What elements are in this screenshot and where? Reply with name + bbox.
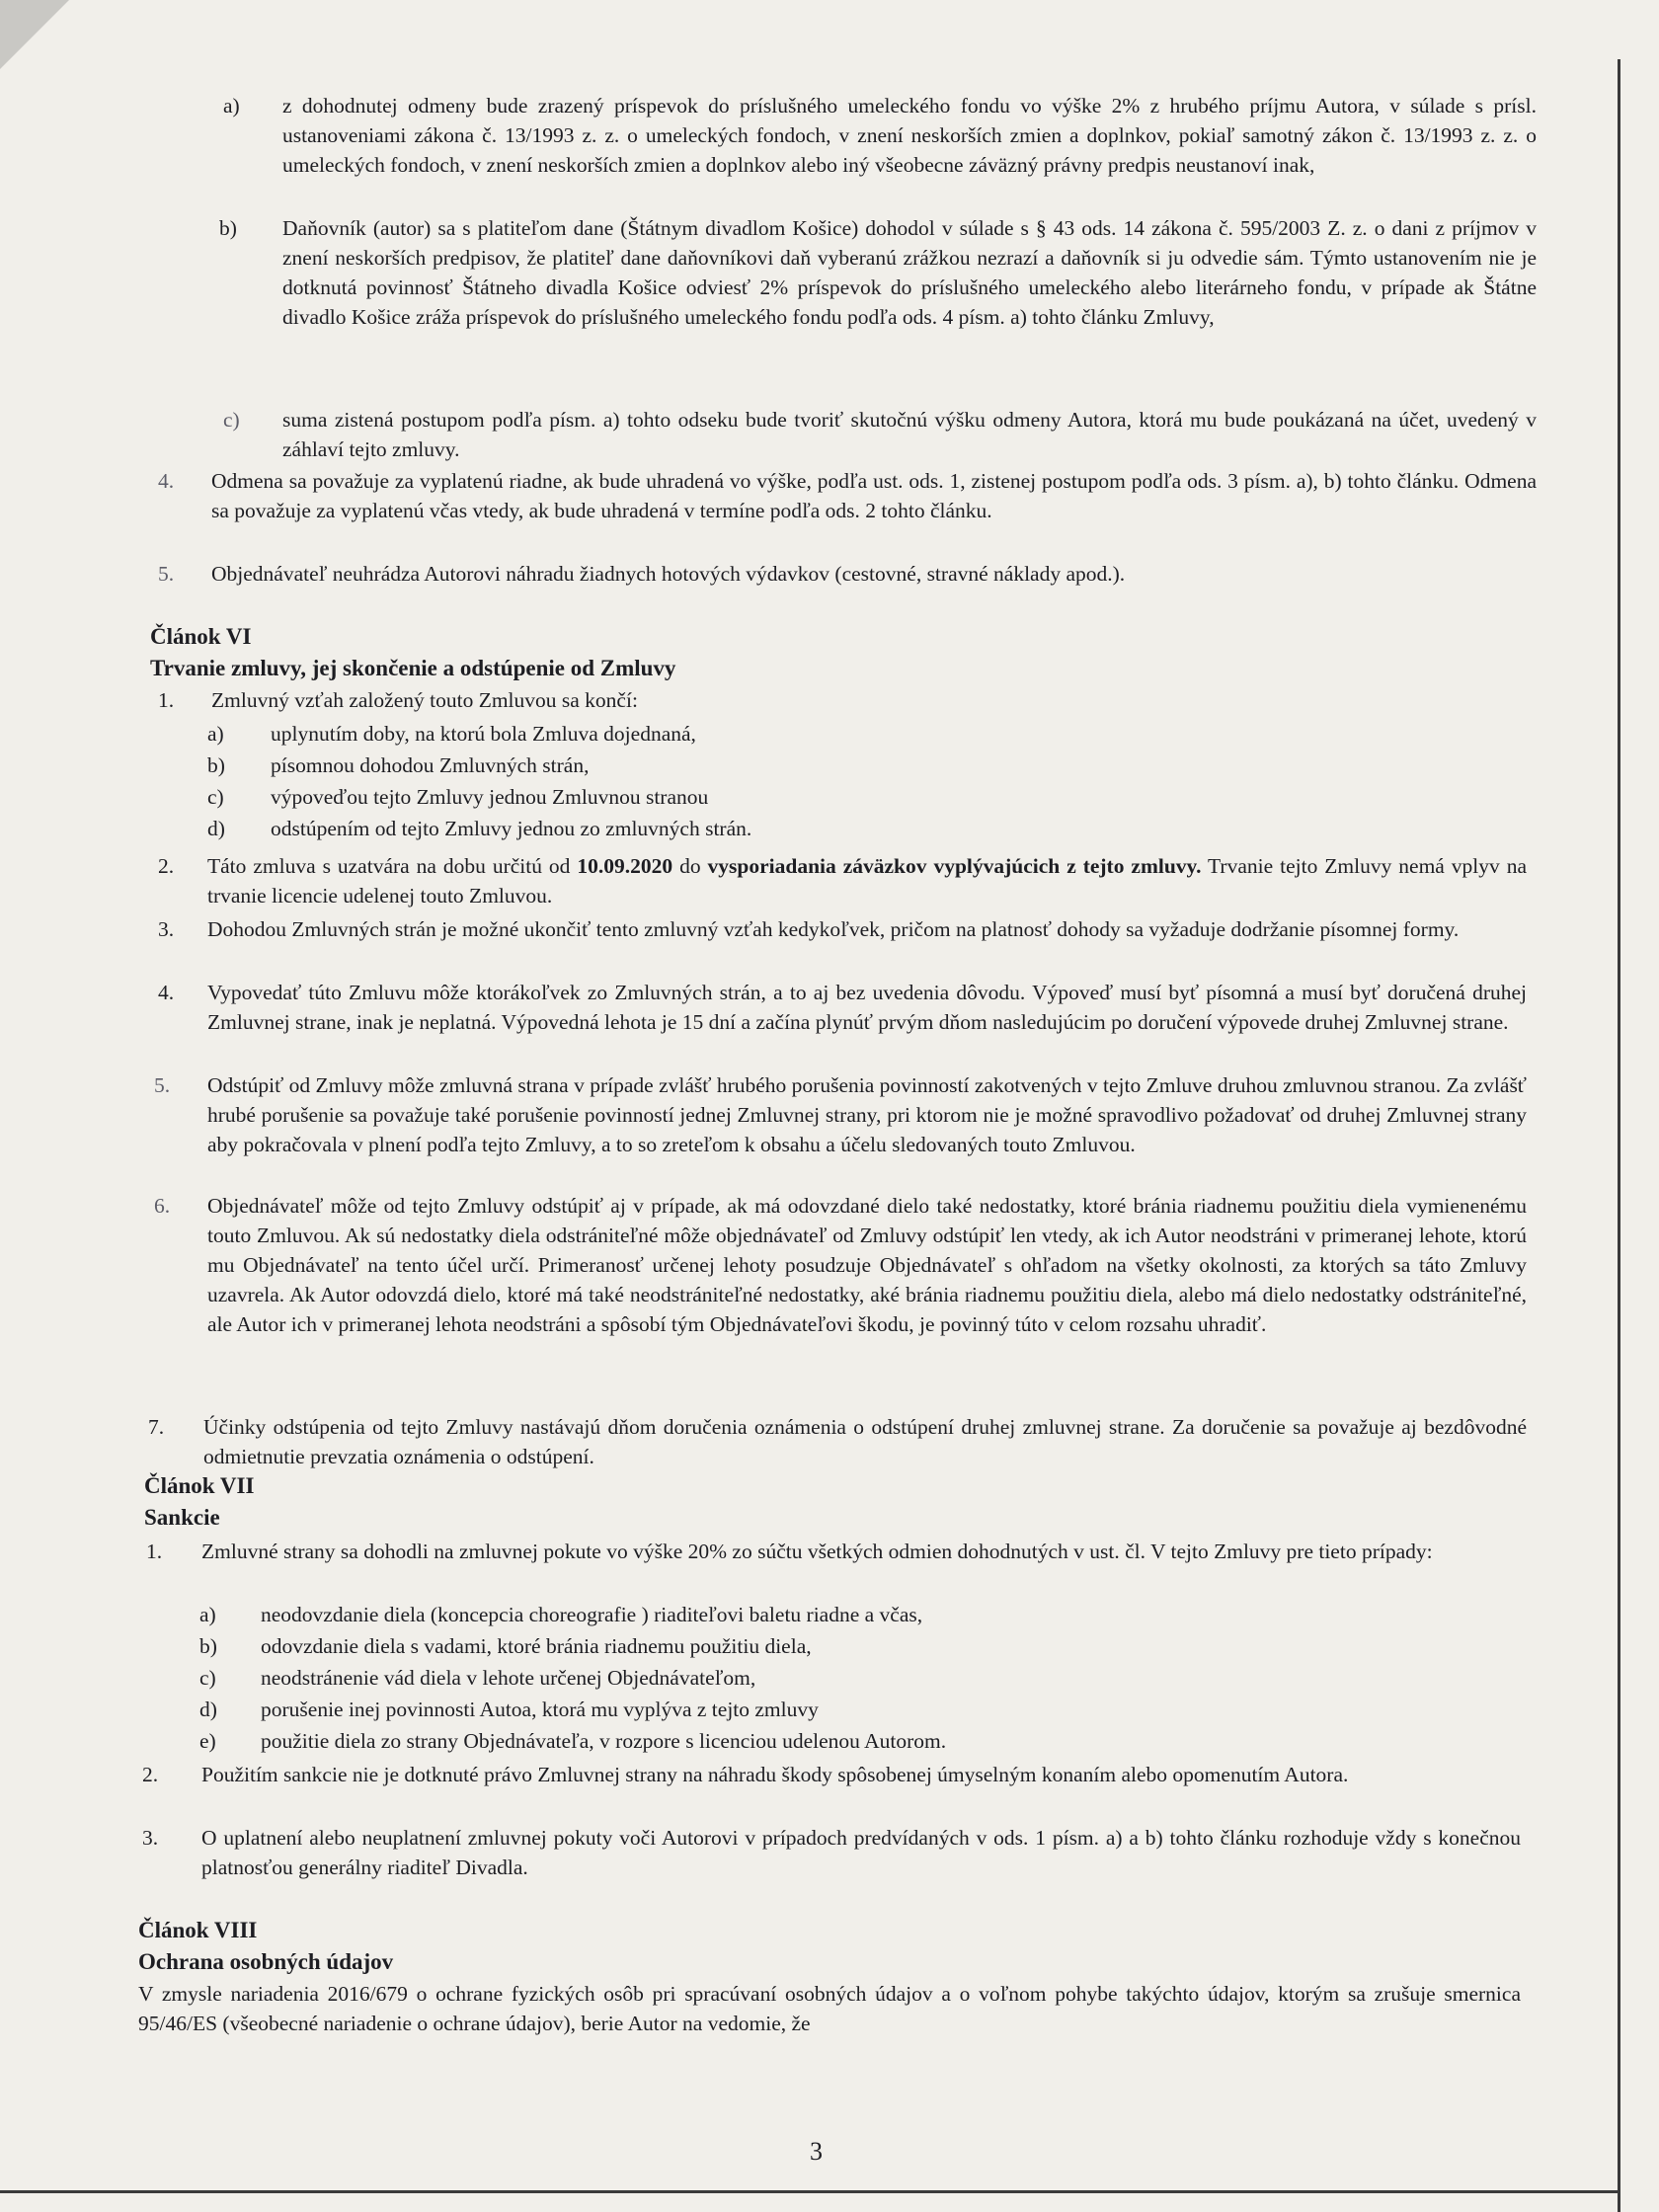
text-run: do	[672, 854, 708, 878]
item-text: neodstránenie vád diela v lehote určenej Objednávateľom,	[261, 1666, 756, 1690]
item-label: 5.	[158, 562, 175, 586]
article-heading: Článok VII	[144, 1473, 255, 1498]
item-label: b)	[199, 1634, 217, 1658]
item-text: neodovzdanie diela (koncepcia choreografie ) riaditeľovi baletu riadne a včas,	[261, 1603, 923, 1626]
item-text: Vypovedať túto Zmluvu môže ktorákoľvek zo Zmluvných strán, a to aj bez uvedenia dôvodu. Výpoveď musí byť písomná a musí byť doručená druhej Zmluvnej strane, inak je neplatná. Výpovedná lehota je 15 dní a začína plynúť prvým dňom nasledujúcim po doručení výpovede druhej Zmluvnej strane.	[207, 981, 1527, 1034]
item-label: 1.	[158, 688, 175, 712]
item-label: a)	[207, 722, 224, 746]
item-text: Zmluvný vzťah založený touto Zmluvou sa končí:	[211, 688, 638, 712]
item-text: použitie diela zo strany Objednávateľa, v rozpore s licenciou udelenou Autorom.	[261, 1729, 947, 1753]
item-text: výpoveďou tejto Zmluvy jednou Zmluvnou stranou	[271, 785, 709, 809]
item-label: 4.	[158, 981, 175, 1004]
item-label: c)	[199, 1666, 216, 1690]
item-label: 4.	[158, 469, 175, 493]
item-label: 3.	[158, 917, 175, 941]
item-label: d)	[199, 1698, 217, 1721]
item-label: c)	[207, 785, 224, 809]
item-text: Objednávateľ neuhrádza Autorovi náhradu žiadnych hotových výdavkov (cestovné, stravné náklady apod.).	[211, 562, 1126, 586]
item-text: Použitím sankcie nie je dotknuté právo Zmluvnej strany na náhradu škody spôsobenej úmyselným konaním alebo opomenutím Autora.	[201, 1763, 1349, 1786]
item-text: Zmluvné strany sa dohodli na zmluvnej pokute vo výške 20% zo súčtu všetkých odmien dohodnutých v ust. čl. V tejto Zmluvy pre tieto prípady:	[201, 1540, 1433, 1563]
item-label: b)	[219, 216, 237, 240]
item-text: z dohodnutej odmeny bude zrazený príspevok do príslušného umeleckého fondu vo výške 2% z hrubého príjmu Autora, v súlade s prísl. ustanoveniami zákona č. 13/1993 z. z. o umeleckých fondoch, v znení neskorších zmien a doplnkov, pokiaľ samotný zákon č. 13/1993 z. z. o umeleckých fondoch, v znení neskorších zmien a doplnkov alebo iný všeobecne záväzný právny predpis neustanoví inak,	[282, 94, 1537, 177]
item-text: Odstúpiť od Zmluvy môže zmluvná strana v prípade zvlášť hrubého porušenia povinností zakotvených v tejto Zmluve druhou zmluvnou stranou. Za zvlášť hrubé porušenie sa považuje také porušenie povinností jednej Zmluvnej strany, pri ktorom nie je možné spravodlivo požadovať od druhej Zmluvnej strany aby pokračovala v plnení podľa tejto Zmluvy, a to so zreteľom k obsahu a účelu sledovaných touto Zmluvou.	[207, 1073, 1527, 1156]
item-text: Odmena sa považuje za vyplatenú riadne, ak bude uhradená vo výške, podľa ust. ods. 1, zistenej postupom podľa ods. 3 písm. a), b) tohto článku. Odmena sa považuje za vyplatenú včas vtedy, ak bude uhradená v termíne podľa ods. 2 tohto článku.	[211, 469, 1537, 522]
item-text: Daňovník (autor) sa s platiteľom dane (Štátnym divadlom Košice) dohodol v súlade s § 43 ods. 14 zákona č. 595/2003 Z. z. o dani z príjmov v znení neskorších predpisov, že platiteľ dane daňovníkovi daň vyberanú zrážkou nezrazí a daňovník si ju odvedie sám. Týmto ustanovením nie je dotknutá povinnosť Štátneho divadla Košice odviesť 2% príspevok do príslušného umeleckého alebo literárneho fondu, v prípade ak Štátne divadlo Košice zráža príspevok do príslušného umeleckého fondu podľa ods. 4 písm. a) tohto článku Zmluvy,	[282, 216, 1537, 329]
paragraph: V zmysle nariadenia 2016/679 o ochrane fyzických osôb pri spracúvaní osobných údajov a o voľnom pohybe takýchto údajov, ktorým sa zrušuje smernica 95/46/ES (všeobecné nariadenie o ochrane údajov), berie Autor na vedomie, že	[138, 1982, 1521, 2035]
text-run: Trvanie tejto Zmluvy nemá vplyv na trvanie licencie udelenej touto Zmluvou.	[207, 854, 1528, 908]
item-label: a)	[199, 1603, 216, 1626]
item-label: 5.	[154, 1073, 171, 1097]
item-label: d)	[207, 817, 225, 840]
article-heading: Článok VI	[150, 624, 252, 649]
item-label: 7.	[148, 1415, 165, 1439]
item-text: porušenie inej povinnosti Autoa, ktorá mu vyplýva z tejto zmluvy	[261, 1698, 819, 1721]
item-label: 2.	[142, 1763, 159, 1786]
article-title: Ochrana osobných údajov	[138, 1949, 394, 1974]
start-date: 10.09.2020	[577, 854, 673, 878]
item-text: písomnou dohodou Zmluvných strán,	[271, 753, 590, 777]
item-text: odstúpením od tejto Zmluvy jednou zo zmluvných strán.	[271, 817, 752, 840]
item-label: a)	[223, 94, 240, 118]
item-text: suma zistená postupom podľa písm. a) tohto odseku bude tvoriť skutočnú výšku odmeny Autora, ktorá mu bude poukázaná na účet, uvedený v záhlaví tejto zmluvy.	[282, 408, 1537, 461]
item-label: 3.	[142, 1826, 159, 1850]
item-label: b)	[207, 753, 225, 777]
item-text	[207, 851, 1527, 910]
article-title: Trvanie zmluvy, jej skončenie a odstúpenie od Zmluvy	[150, 656, 676, 680]
article-title: Sankcie	[144, 1505, 220, 1530]
item-text: Dohodou Zmluvných strán je možné ukončiť tento zmluvný vzťah kedykoľvek, pričom na platnosť dohody sa vyžaduje dodržanie písomnej formy.	[207, 917, 1460, 941]
text-run: Táto zmluva s uzatvára na dobu určitú od	[207, 854, 578, 878]
item-label: c)	[223, 408, 240, 432]
item-text: Účinky odstúpenia od tejto Zmluvy nastávajú dňom doručenia oznámenia o odstúpení druhej zmluvnej strane. Za doručenie sa považuje aj bezdôvodné odmietnutie prevzatia oznámenia o odstúpení.	[203, 1415, 1527, 1468]
item-text: uplynutím doby, na ktorú bola Zmluva dojednaná,	[271, 722, 696, 746]
item-text: O uplatnení alebo neuplatnení zmluvnej pokuty voči Autorovi v prípadoch predvídaných v ods. 1 písm. a) a b) tohto článku rozhoduje vždy s konečnou platnosťou generálny riaditeľ Divadla.	[201, 1826, 1521, 1879]
term-bold: vysporiadania záväzkov vyplývajúcich z tejto zmluvy.	[707, 854, 1202, 878]
item-label: 1.	[146, 1540, 163, 1563]
page-number: 3	[810, 2137, 823, 2166]
item-text: Objednávateľ môže od tejto Zmluvy odstúpiť aj v prípade, ak má odovzdané dielo také nedostatky, ktoré bránia riadnemu použitiu diela vymienenému touto Zmluvou. Ak sú nedostatky diela odstrániteľné môže objednávateľ od Zmluvy odstúpiť len vtedy, ak ich Autor neodstráni v primeranej lehote, ktorú mu Objednávateľ na tento účel určí. Primeranosť určenej lehoty posudzuje Objednávateľ s ohľadom na všetky okolnosti, za ktorých sa táto Zmluvy uzavrela. Ak Autor odovzdá dielo, ktoré má také neodstrániteľné nedostatky, aké bránia riadnemu použitiu diela, alebo má dielo nedostatky odstrániteľné, ale Autor ich v primeranej lehota neodstráni a spôsobí tým Objednávateľovi škodu, je povinný túto v celom rozsahu uhradiť.	[207, 1194, 1527, 1336]
item-label: e)	[199, 1729, 216, 1753]
item-label: 6.	[154, 1194, 171, 1218]
article-heading: Článok VIII	[138, 1918, 258, 1942]
item-label: 2.	[158, 854, 175, 878]
item-text: odovzdanie diela s vadami, ktoré bránia riadnemu použitiu diela,	[261, 1634, 812, 1658]
